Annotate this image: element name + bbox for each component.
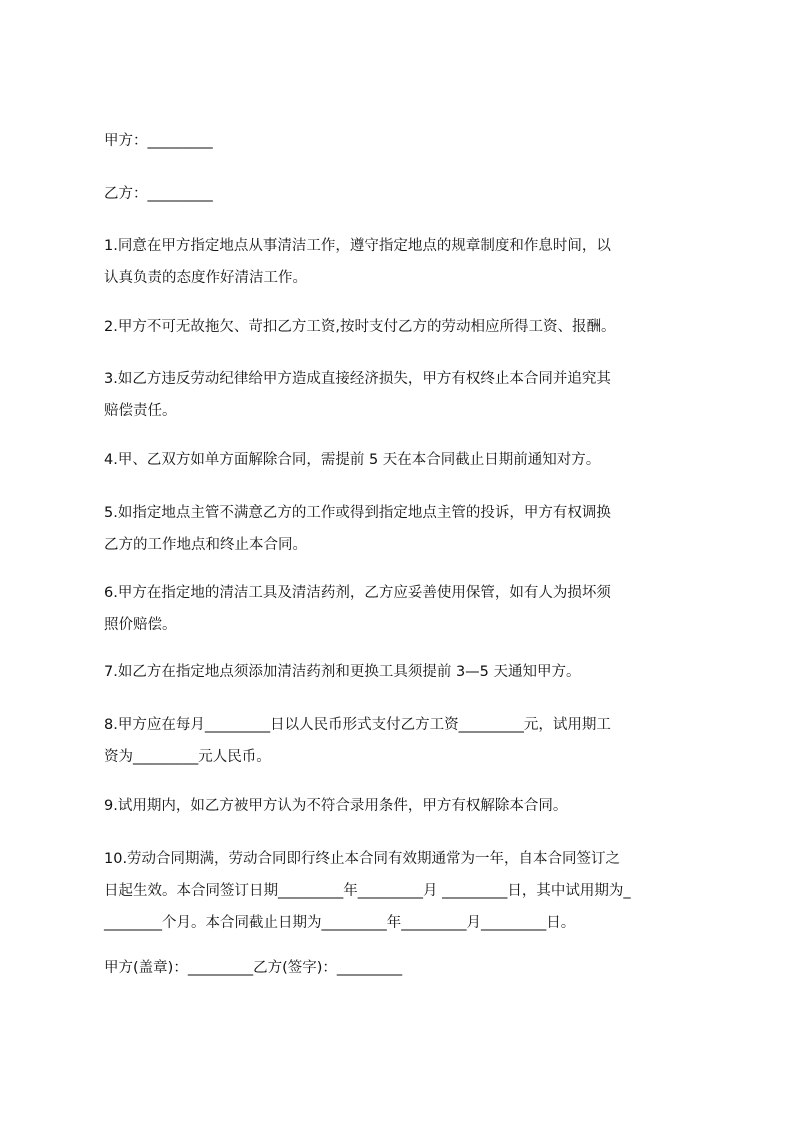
clause-line: 8.甲方应在每月_________日以人民币形式支付乙方工资_________元，试用期工 — [104, 717, 611, 733]
clause-8 — [104, 715, 724, 779]
clause-line: 乙方的工作地点和终止本合同。 — [104, 537, 307, 553]
clause-line: 照价赔偿。 — [104, 617, 177, 633]
clause-line: 6.甲方在指定地的清洁工具及清洁药剂，乙方应妥善使用保管，如有人为损坏须 — [104, 585, 611, 601]
clause-10 — [104, 849, 724, 945]
clause-2 — [104, 317, 724, 349]
clause-line: 2.甲方不可无故拖欠、苛扣乙方工资,按时支付乙方的劳动相应所得工资、报酬。 — [104, 319, 616, 335]
clause-line: ________个月。本合同截止日期为_________年_________月_________日。 — [104, 915, 576, 931]
clause-line: 5.如指定地点主管不满意乙方的工作或得到指定地点主管的投诉，甲方有权调换 — [104, 505, 611, 521]
clause-line: 认真负责的态度作好清洁工作。 — [104, 270, 307, 286]
clause-7 — [104, 662, 724, 694]
clause-line: 3.如乙方违反劳动纪律给甲方造成直接经济损失，甲方有权终止本合同并追究其 — [104, 371, 611, 387]
clause-line: 资为_________元人民币。 — [104, 749, 271, 765]
party-b-line: 乙方：_________ — [104, 186, 213, 202]
clause-line: 4.甲、乙双方如单方面解除合同，需提前 5 天在本合同截止日期前通知对方。 — [104, 452, 601, 468]
signature-line: 甲方(盖章)：_________乙方(签字)：_________ — [104, 960, 403, 976]
clause-line: 1.同意在甲方指定地点从事清洁工作，遵守指定地点的规章制度和作息时间，以 — [104, 238, 611, 254]
clause-3 — [104, 369, 724, 433]
clause-line: 7.如乙方在指定地点须添加清洁药剂和更换工具须提前 3—5 天通知甲方。 — [104, 664, 581, 680]
clause-6 — [104, 583, 724, 647]
clause-line: 9.试用期内，如乙方被甲方认为不符合录用条件，甲方有权解除本合同。 — [104, 798, 568, 814]
clause-9 — [104, 796, 724, 828]
clause-line: 10.劳动合同期满，劳动合同即行终止本合同有效期通常为一年，自本合同签订之 — [104, 851, 621, 867]
clause-4 — [104, 450, 724, 482]
clause-5 — [104, 503, 724, 567]
party-a-line: 甲方：_________ — [104, 133, 213, 149]
clause-line: 日起生效。本合同签订日期_________年_________月 _________日，其中试用期为_ — [104, 883, 631, 899]
clause-line: 赔偿责任。 — [104, 403, 177, 419]
clause-1 — [104, 236, 724, 300]
